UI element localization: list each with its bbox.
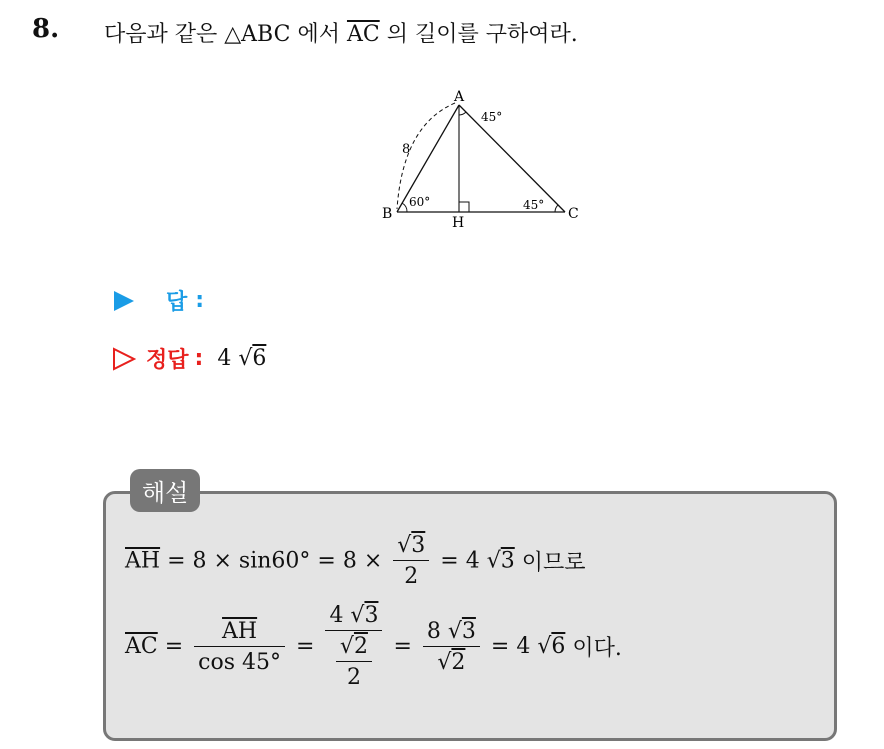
result-value: 4 √6 (516, 634, 566, 659)
fraction-8root3-over-root2: $\frac{8 √3}{√2}$ (423, 619, 480, 675)
question-after: 의 길이를 구하여라. (379, 22, 578, 47)
label-h: H (452, 215, 465, 231)
right-angle-mark (459, 202, 469, 212)
triangle-label: △ABC (224, 22, 291, 47)
angle-b-arc (402, 203, 407, 212)
line2-tail: 이다. (572, 636, 622, 661)
label-side-ab: 8 (402, 142, 411, 157)
answer-row (112, 285, 204, 316)
solution-tag: 해설 (130, 469, 200, 512)
segment-ac: $\overline{AC}$ (346, 22, 380, 47)
line1-tail: 이므로 (521, 550, 586, 576)
label-c: C (568, 206, 579, 222)
answer-label: 답 (166, 290, 188, 315)
fraction-root3-over-2: $\frac{√3}{2}$ (393, 533, 429, 589)
label-angle-a: 45° (481, 110, 503, 124)
fraction-ah-over-cos: $\frac{\overline{AH}}{\cos 45^\circ}$ (194, 619, 285, 675)
outline-triangle-icon (112, 347, 136, 371)
label-a: A (454, 89, 465, 105)
angle-a-arc (459, 112, 466, 115)
label-b: B (382, 206, 393, 222)
angle-c-arc (555, 205, 558, 212)
play-triangle-icon (112, 289, 136, 313)
line1-eq1: = 8 × sin60° = 8 × (160, 548, 390, 574)
solution-line-2: $\overline{AC}$ = $\frac{\overline{AH}}{\cos 45^\circ}$ = $\frac{4 √3}{\frac{√2}{2}}$ = $\frac{8 √3}{√2}$ = 4 √6 이다. (125, 603, 622, 690)
segment-ac-solution: $\overline{AC}$ (125, 634, 158, 659)
line1-eq2: = 4 (440, 548, 480, 574)
fraction-compound: $\frac{4 √3}{\frac{√2}{2}}$ (325, 603, 382, 690)
line1-radical: 3 (500, 548, 515, 574)
correct-answer-colon: : (194, 346, 204, 371)
segment-ah: $\overline{AH}$ (125, 548, 161, 574)
correct-answer-row (112, 343, 266, 374)
triangle-figure (375, 85, 590, 235)
solution-line-1: $\overline{AH} = 8 \times \sin 60^\circ = 8$ × $\frac{√3}{2}$ = 4 √3 이므로 (125, 533, 586, 589)
side-ac (459, 105, 565, 212)
question-text (104, 17, 578, 48)
correct-answer-label: 정답 (146, 348, 189, 373)
question-middle: 에서 (290, 22, 347, 47)
correct-answer-value: 4 √6 (217, 346, 267, 371)
question-before: 다음과 같은 (104, 22, 225, 47)
label-angle-b: 60° (409, 195, 431, 209)
problem-number: 8. (32, 14, 60, 44)
label-angle-c: 45° (523, 198, 545, 212)
answer-colon: : (195, 288, 205, 313)
